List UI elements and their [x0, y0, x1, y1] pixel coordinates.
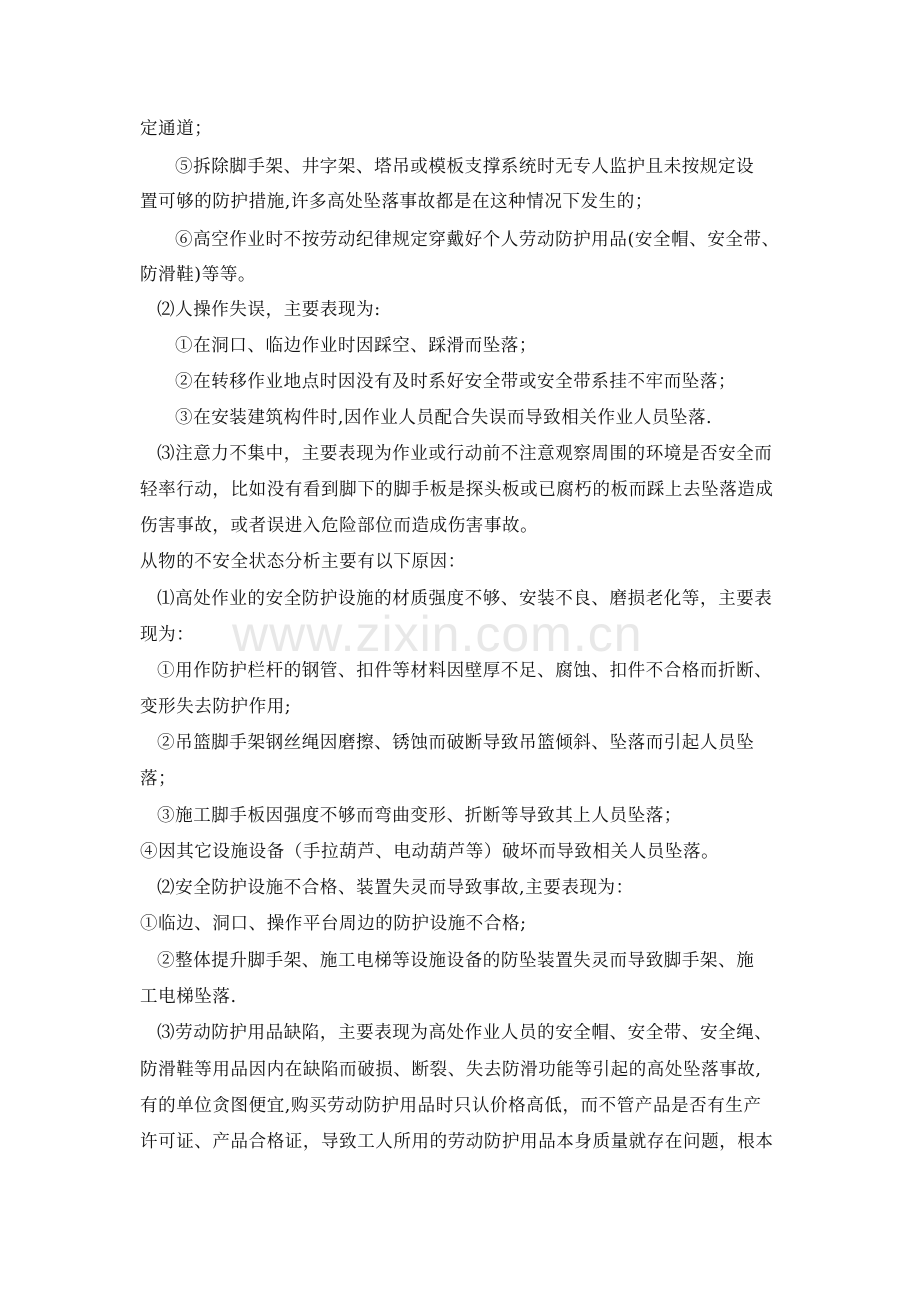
text-line: ③施工脚手板因强度不够而弯曲变形、折断等导致其上人员坠落； [157, 806, 682, 826]
text-line: 工电梯坠落. [140, 987, 237, 1007]
text-line: 防滑鞋等用品因内在缺陷而破损、断裂、失去防滑功能等引起的高处坠落事故, [140, 1060, 762, 1080]
text-line: 许可证、产品合格证，导致工人所用的劳动防护用品本身质量就存在问题，根本 [140, 1132, 774, 1152]
text-line: 变形失去防护作用; [140, 697, 292, 717]
text-line: 落； [140, 769, 177, 789]
text-line: ⑵安全防护设施不合格、装置失灵而导致事故,主要表现为： [157, 878, 634, 898]
text-line: ③在安装建筑构件时,因作业人员配合失误而导致相关作业人员坠落. [175, 408, 713, 428]
text-line: ⑵人操作失误，主要表现为: [157, 300, 381, 320]
text-line: ①在洞口、临边作业时因踩空、踩滑而坠落； [175, 336, 537, 356]
text-line: ②吊篮脚手架钢丝绳因磨擦、锈蚀而破断导致吊篮倾斜、坠落而引起人员坠 [157, 733, 755, 753]
watermark: www.zixin.com.cn [232, 606, 643, 662]
text-line: ⑶劳动防护用品缺陷，主要表现为高处作业人员的安全帽、安全带、安全绳、 [157, 1023, 773, 1043]
text-line: ②在转移作业地点时因没有及时系好安全带或安全带系挂不牢而坠落； [175, 372, 737, 392]
text-line: ⑴高处作业的安全防护设施的材质强度不够、安装不良、磨损老化等，主要表 [157, 589, 773, 609]
text-line: ⑥高空作业时不按劳动纪律规定穿戴好个人劳动防护用品(安全帽、安全带、 [175, 230, 780, 250]
text-line: ⑤拆除脚手架、井字架、塔吊或模板支撑系统时无专人监护且未按规定设 [175, 157, 755, 177]
text-line: 有的单位贪图便宜,购买劳动防护用品时只认价格高低，而不管产品是否有生产 [140, 1096, 762, 1116]
text-line: ①临边、洞口、操作平台周边的防护设施不合格; [140, 914, 527, 934]
text-line: ②整体提升脚手架、施工电梯等设施设备的防坠装置失灵而导致脚手架、施 [157, 951, 755, 971]
text-line: 定通道； [140, 119, 213, 139]
text-line: 轻率行动，比如没有看到脚下的脚手板是探头板或已腐朽的板而踩上去坠落造成 [140, 480, 774, 500]
text-line: 从物的不安全状态分析主要有以下原因： [140, 552, 466, 572]
text-line: 置可够的防护措施,许多高处坠落事故都是在这种情况下发生的； [140, 192, 653, 212]
text-line: 防滑鞋)等等。 [140, 265, 257, 285]
text-line: 现为： [140, 625, 195, 645]
text-line: ①用作防护栏杆的钢管、扣件等材料因壁厚不足、腐蚀、扣件不合格而折断、 [157, 661, 773, 681]
text-line: 伤害事故，或者误进入危险部位而造成伤害事故。 [140, 516, 539, 536]
text-line: ④因其它设施设备（手拉葫芦、电动葫芦等）破坏而导致相关人员坠落。 [140, 842, 720, 862]
text-line: ⑶注意力不集中，主要表现为作业或行动前不注意观察周围的环境是否安全而 [157, 444, 773, 464]
